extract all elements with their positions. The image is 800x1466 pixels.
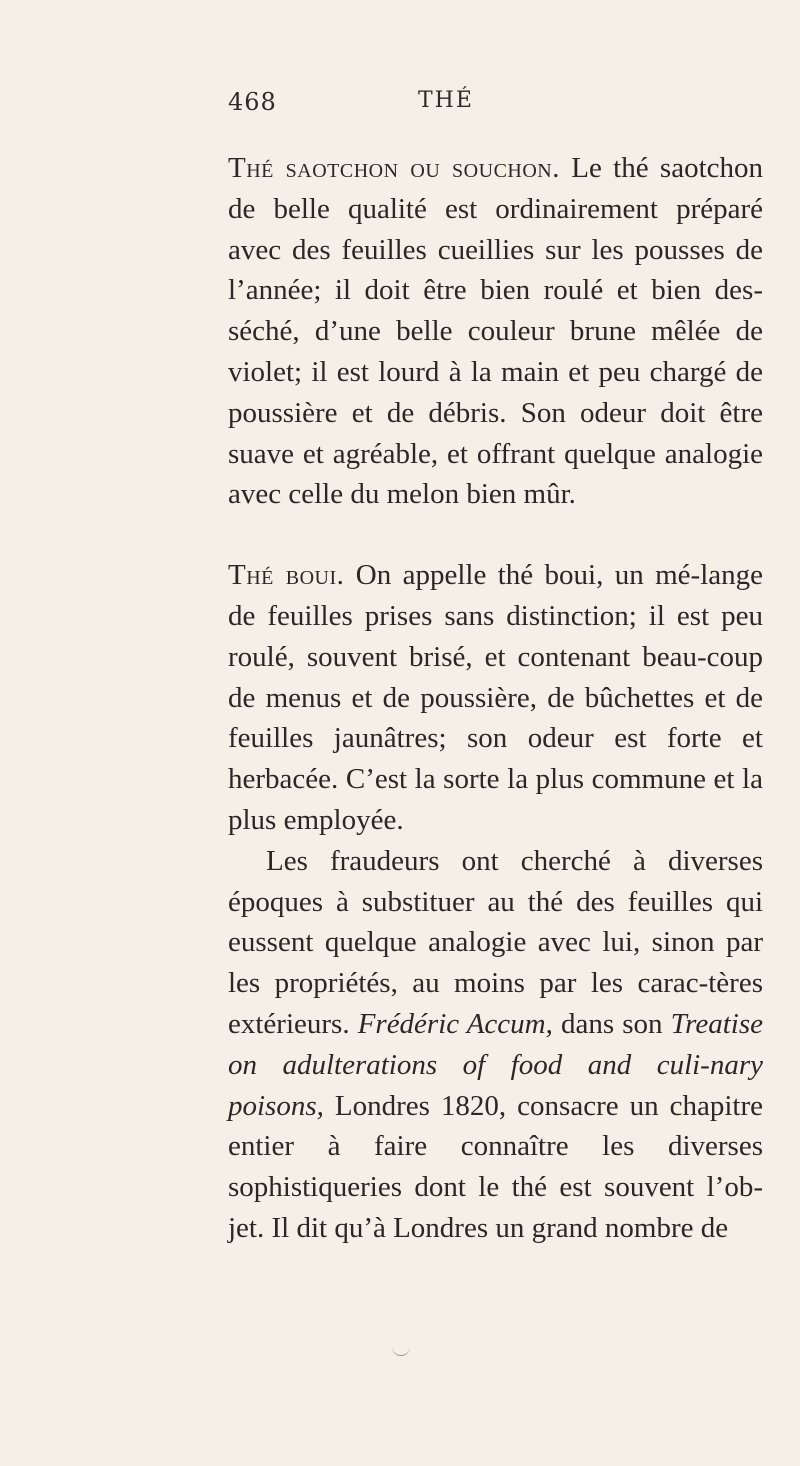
author-name: Frédéric Accum,: [357, 1007, 553, 1040]
paragraph-the-boui: [228, 555, 763, 841]
paragraph-text: Le thé saotchon de belle qualité est ordinairement préparé avec des feuilles cueillies sur les pousses de l’année; il doit être bien roulé et bien des-séché, d’une belle couleur brune mêlée de violet; il est lourd à la main et peu chargé de poussière et de débris. Son odeur doit être suave et agréable, et offrant quelque analogie avec celle du melon bien mûr.: [228, 152, 763, 511]
running-head: THÉ: [418, 88, 474, 113]
paragraph-fraudeurs: [228, 841, 763, 1249]
entry-heading: Thé boui.: [228, 559, 345, 592]
body-text: [228, 148, 763, 1249]
paragraph-the-saotchon: [228, 148, 763, 515]
page-header: [228, 88, 608, 128]
page-mark: [392, 1347, 410, 1356]
book-title: Treatise on adulterations of food and culi-nary poisons,: [228, 1007, 763, 1122]
paragraph-text: dans son: [552, 1007, 671, 1040]
paragraph-text: On appelle thé boui, un mé-lange de feuilles prises sans distinction; il est peu roulé, souvent brisé, et contenant beau-coup de menus et de poussière, de bûchettes et de feuilles jaunâtres; son odeur est forte et herbacée. C’est la sorte la plus commune et la plus employée.: [228, 559, 764, 836]
paragraph-text: Londres 1820, consacre un chapitre entier à faire connaître les diverses sophistiqueries dont le thé est souvent l’ob-jet. Il dit qu’à Londres un grand nombre de: [228, 1089, 763, 1244]
paragraph-text: Les fraudeurs ont cherché à diverses époques à substituer au thé des feuilles qui eussent quelque analogie avec lui, sinon par les propriétés, au moins par les carac-tères extérieurs.: [228, 844, 763, 1040]
page-number: 468: [228, 88, 277, 116]
entry-heading: Thé saotchon ou souchon.: [228, 152, 560, 184]
